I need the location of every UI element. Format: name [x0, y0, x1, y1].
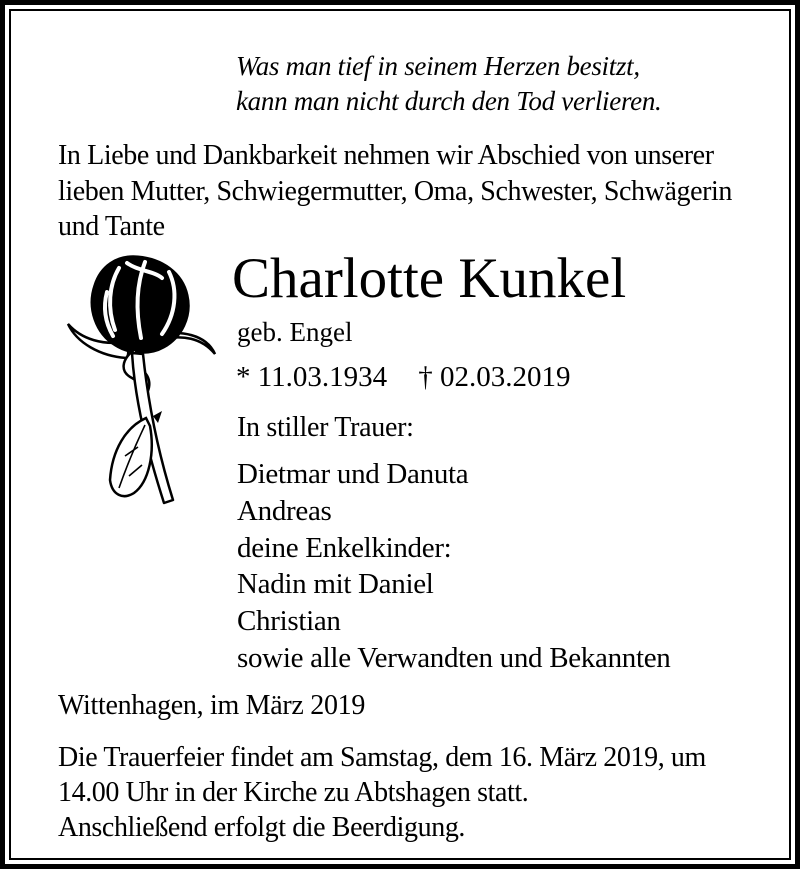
farewell-intro: [58, 138, 732, 245]
funeral-info-line: 14.00 Uhr in der Kirche zu Abtshagen statt.: [58, 777, 529, 808]
funeral-info-line: Anschließend erfolgt die Beerdigung.: [58, 812, 466, 843]
farewell-intro-line: und Tante: [58, 211, 165, 242]
mourner-line: sowie alle Verwandten und Bekannten: [237, 641, 671, 674]
mourner-line: Christian: [237, 605, 341, 638]
rose-icon: [58, 250, 223, 512]
mourning-intro: In stiller Trauer:: [237, 412, 414, 443]
mourner-line: Nadin mit Daniel: [237, 568, 434, 601]
mourners-list: [237, 456, 671, 677]
funeral-information: [58, 740, 706, 845]
life-dates: [236, 361, 570, 393]
mourner-line: Dietmar und Danuta: [237, 458, 469, 490]
birth-date: * 11.03.1934: [236, 361, 388, 393]
deceased-name: Charlotte Kunkel: [232, 247, 627, 310]
funeral-info-line: Die Trauerfeier findet am Samstag, dem 16. März 2019, um: [58, 742, 706, 773]
mourner-line: Andreas: [237, 494, 332, 527]
mourner-line: deine Enkelkinder:: [237, 531, 452, 564]
farewell-intro-line: In Liebe und Dankbarkeit nehmen wir Abschied von unserer: [58, 140, 714, 171]
farewell-intro-line: lieben Mutter, Schwiegermutter, Oma, Schwester, Schwägerin: [58, 175, 733, 207]
memorial-quote-line: Was man tief in seinem Herzen besitzt,: [236, 51, 640, 81]
death-date: † 02.03.2019: [418, 361, 571, 393]
memorial-quote-line: kann man nicht durch den Tod verlieren.: [236, 86, 662, 116]
maiden-name: geb. Engel: [237, 317, 353, 347]
place-and-date: Wittenhagen, im März 2019: [58, 690, 366, 721]
memorial-quote: [236, 49, 661, 119]
